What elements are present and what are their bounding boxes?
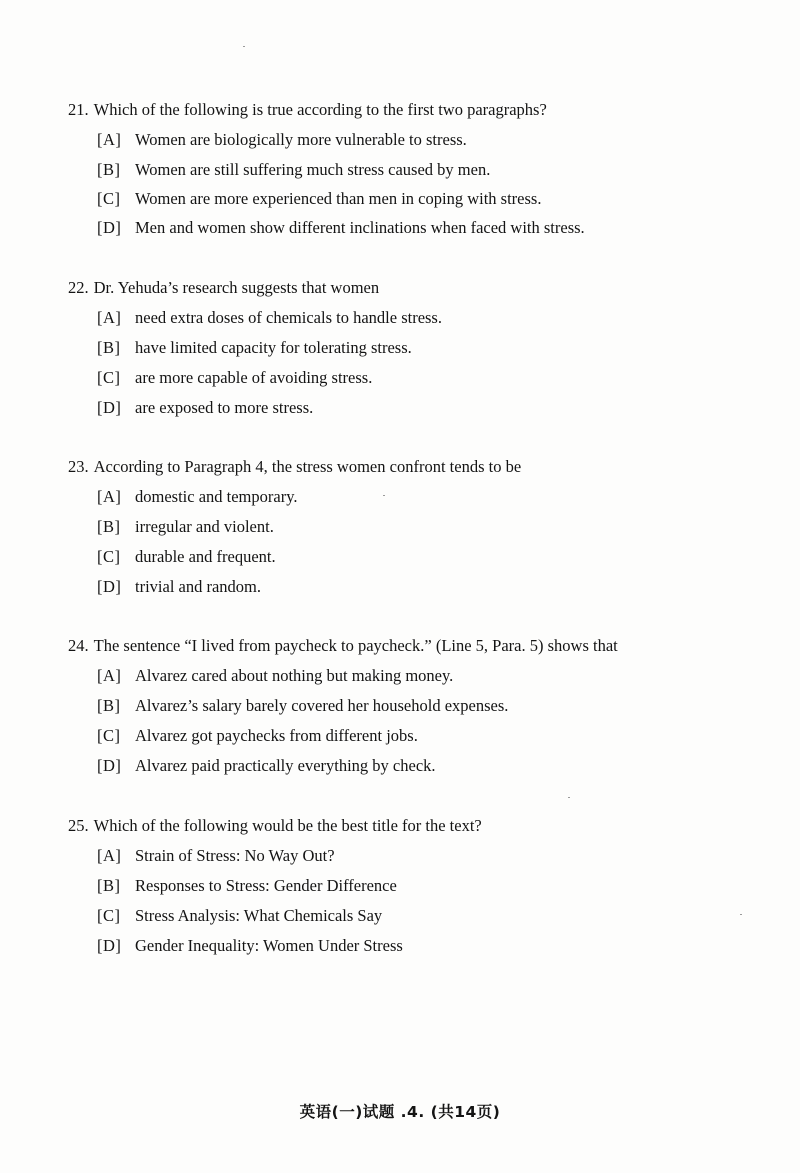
option-text: Men and women show different inclinations when faced with stress. (135, 218, 585, 237)
option-letter: [C] (97, 906, 121, 925)
option-b (97, 517, 274, 537)
option-letter: [D] (97, 577, 122, 596)
option-letter: [D] (97, 218, 122, 237)
option-text: are more capable of avoiding stress. (135, 368, 373, 387)
option-letter: [D] (97, 936, 122, 955)
option-letter: [A] (97, 487, 122, 506)
option-letter: [D] (97, 398, 122, 417)
question-text: Which of the following is true according to the first two paragraphs? (93, 100, 547, 119)
option-text: Strain of Stress: No Way Out? (135, 846, 335, 865)
option-letter: [A] (97, 666, 122, 685)
option-text: Alvarez’s salary barely covered her household expenses. (135, 696, 509, 715)
option-text: Women are more experienced than men in coping with stress. (135, 189, 542, 208)
question-text: The sentence “I lived from paycheck to paycheck.” (Line 5, Para. 5) shows that (93, 636, 618, 655)
option-letter: [B] (97, 160, 121, 179)
option-text: are exposed to more stress. (135, 398, 314, 417)
option-d (97, 756, 436, 776)
option-a (97, 487, 298, 507)
option-b (97, 338, 412, 358)
scan-speck (568, 797, 570, 798)
option-text: Alvarez got paychecks from different jobs. (135, 726, 418, 745)
option-b (97, 160, 490, 180)
question-stem (68, 816, 482, 836)
option-text: Responses to Stress: Gender Difference (135, 876, 397, 895)
option-text: trivial and random. (135, 577, 262, 596)
option-text: Alvarez cared about nothing but making money. (135, 666, 454, 685)
option-text: have limited capacity for tolerating stress. (135, 338, 412, 357)
option-c (97, 547, 276, 567)
option-d (97, 398, 313, 418)
option-letter: [C] (97, 547, 121, 566)
scan-speck (243, 46, 245, 47)
question-stem (68, 100, 547, 120)
option-d (97, 577, 261, 597)
option-text: Gender Inequality: Women Under Stress (135, 936, 403, 955)
question-text: Dr. Yehuda’s research suggests that women (93, 278, 380, 297)
option-letter: [C] (97, 189, 121, 208)
option-letter: [C] (97, 368, 121, 387)
option-a (97, 308, 442, 328)
scan-speck (740, 914, 742, 915)
option-b (97, 696, 508, 716)
option-text: durable and frequent. (135, 547, 276, 566)
option-text: domestic and temporary. (135, 487, 298, 506)
question-stem (68, 278, 379, 298)
option-d (97, 218, 585, 238)
scan-speck (383, 495, 385, 496)
option-a (97, 846, 335, 866)
question-number: 25. (68, 816, 89, 835)
option-a (97, 666, 453, 686)
option-text: irregular and violent. (135, 517, 274, 536)
question-text: Which of the following would be the best title for the text? (93, 816, 482, 835)
option-text: need extra doses of chemicals to handle stress. (135, 308, 442, 327)
option-text: Stress Analysis: What Chemicals Say (135, 906, 383, 925)
option-letter: [B] (97, 696, 121, 715)
option-letter: [D] (97, 756, 122, 775)
question-number: 21. (68, 100, 89, 119)
option-a (97, 130, 467, 150)
option-letter: [B] (97, 517, 121, 536)
option-text: Women are biologically more vulnerable to stress. (135, 130, 467, 149)
option-letter: [C] (97, 726, 121, 745)
option-c (97, 368, 372, 388)
option-c (97, 189, 541, 209)
option-c (97, 906, 382, 926)
option-c (97, 726, 418, 746)
question-number: 24. (68, 636, 89, 655)
option-letter: [A] (97, 308, 122, 327)
question-stem (68, 457, 521, 477)
option-text: Women are still suffering much stress caused by men. (135, 160, 491, 179)
option-letter: [A] (97, 846, 122, 865)
page-footer: 英语(一)试题 .4. (共14页) (299, 1103, 501, 1121)
option-letter: [A] (97, 130, 122, 149)
option-letter: [B] (97, 338, 121, 357)
question-text: According to Paragraph 4, the stress women confront tends to be (93, 457, 522, 476)
option-b (97, 876, 397, 896)
question-number: 23. (68, 457, 89, 476)
question-number: 22. (68, 278, 89, 297)
option-letter: [B] (97, 876, 121, 895)
option-text: Alvarez paid practically everything by check. (135, 756, 436, 775)
question-stem (68, 636, 618, 656)
option-d (97, 936, 403, 956)
